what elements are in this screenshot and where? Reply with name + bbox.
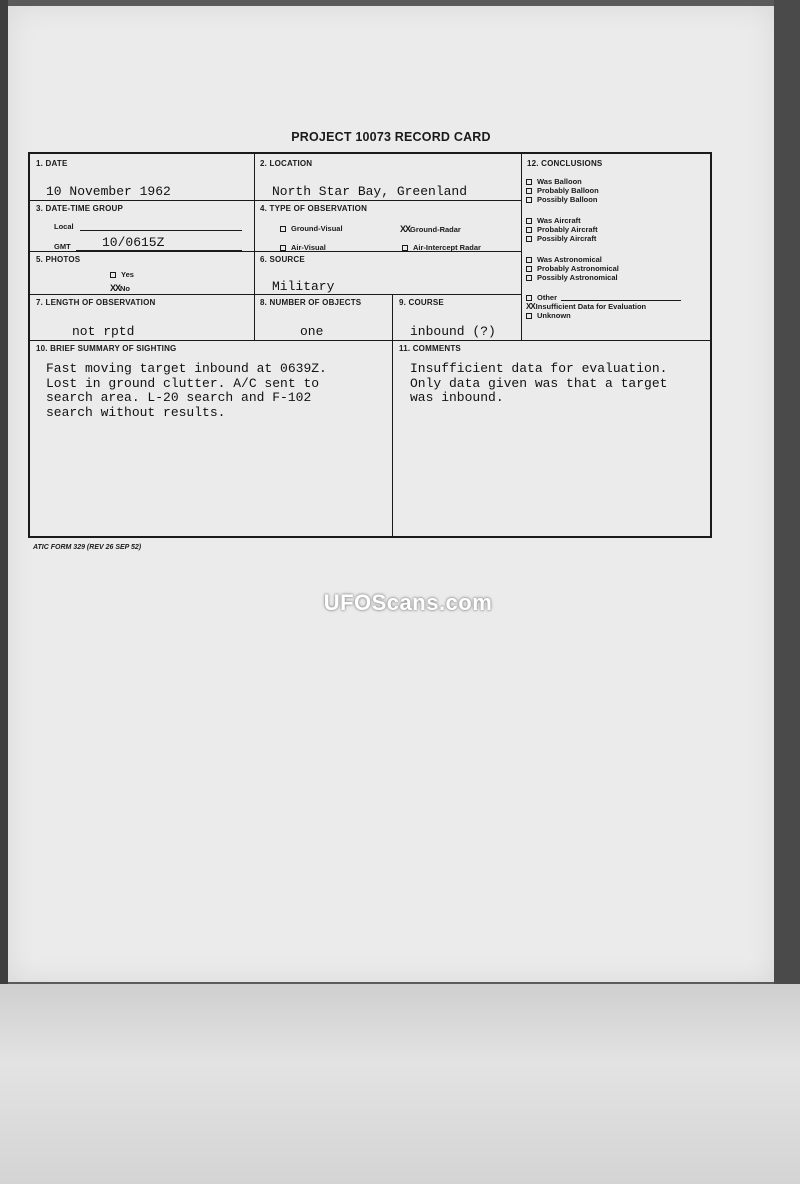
checkbox-icon (526, 295, 532, 301)
conclusion-text: Insufficient Data for Evaluation (535, 302, 647, 311)
grid-line (30, 200, 521, 201)
checkbox-icon (526, 227, 532, 233)
checkbox-icon (280, 245, 286, 251)
source-label: 6. SOURCE (260, 255, 305, 264)
checkbox-icon (402, 245, 408, 251)
checkbox-icon (526, 275, 532, 281)
air-intercept-radar-option (402, 243, 481, 252)
gmt-blank-line (76, 250, 242, 251)
checkbox-icon (526, 257, 532, 263)
course-label: 9. COURSE (399, 298, 444, 307)
form-number: ATIC FORM 329 (REV 26 SEP 52) (33, 544, 142, 551)
grid-line (30, 294, 521, 295)
gmt-label: GMT (54, 242, 71, 251)
conclusion-option (526, 273, 618, 283)
grid-line (521, 154, 522, 340)
photos-no-option (110, 283, 130, 293)
form-title: PROJECT 10073 RECORD CARD (291, 130, 491, 144)
conclusions-label: 12. CONCLUSIONS (527, 159, 603, 168)
checked-mark: XX (110, 283, 121, 293)
length-of-observation-label: 7. LENGTH OF OBSERVATION (36, 298, 156, 307)
checkbox-icon (526, 236, 532, 242)
air-visual-text: Air-Visual (291, 243, 326, 252)
air-intercept-radar-text: Air-Intercept Radar (413, 243, 481, 252)
photos-label: 5. PHOTOS (36, 255, 81, 264)
comments-label: 11. COMMENTS (399, 344, 461, 353)
scan-edge-left (0, 0, 8, 984)
conclusion-text: Possibly Balloon (537, 195, 598, 204)
conclusion-text: Possibly Aircraft (537, 234, 597, 243)
checkbox-icon (526, 197, 532, 203)
location-value: North Star Bay, Greenland (272, 184, 468, 199)
checked-mark: XX (400, 224, 411, 234)
scan-background (0, 984, 800, 1184)
local-blank-line (80, 230, 242, 231)
conclusion-text: Was Balloon (537, 177, 582, 186)
grid-line (392, 294, 393, 536)
conclusion-option (526, 311, 571, 321)
location-label: 2. LOCATION (260, 159, 313, 168)
source-value: Military (272, 279, 335, 294)
summary-text: Fast moving target inbound at 0639Z. Lost in ground clutter. A/C sent to search area. L-20 search and F-102 search without results. (46, 361, 327, 420)
type-of-observation-label: 4. TYPE OF OBSERVATION (260, 204, 368, 213)
scan-edge-right (774, 0, 800, 984)
record-card-page (8, 6, 774, 982)
photos-yes-text: Yes (121, 270, 134, 279)
number-of-objects-value: one (300, 324, 324, 339)
summary-label: 10. BRIEF SUMMARY OF SIGHTING (36, 344, 177, 353)
checkbox-icon (526, 218, 532, 224)
conclusion-text: Other (537, 293, 558, 302)
photos-no-text: No (120, 284, 131, 293)
conclusion-option (526, 234, 596, 244)
conclusion-text: Was Astronomical (537, 255, 602, 264)
grid-line (254, 154, 255, 340)
conclusion-option (526, 195, 597, 205)
watermark-text: UFOScans.com (323, 590, 493, 615)
conclusion-text: Probably Astronomical (537, 264, 619, 273)
ground-visual-option (280, 224, 343, 233)
date-value: 10 November 1962 (46, 184, 171, 199)
checkbox-icon (110, 272, 116, 278)
checkbox-icon (280, 226, 286, 232)
checkbox-icon (526, 188, 532, 194)
date-label: 1. DATE (36, 159, 68, 168)
conclusion-text: Unknown (537, 311, 571, 320)
conclusion-text: Probably Aircraft (537, 225, 598, 234)
air-visual-option (280, 243, 326, 252)
checkbox-icon (526, 313, 532, 319)
checkbox-icon (526, 266, 532, 272)
record-card-grid (28, 152, 712, 538)
number-of-objects-label: 8. NUMBER OF OBJECTS (260, 298, 362, 307)
ground-radar-option (400, 224, 461, 234)
ground-visual-text: Ground-Visual (291, 224, 343, 233)
comments-text: Insufficient data for evaluation. Only data given was that a target was inbound. (410, 361, 668, 405)
photos-yes-option (110, 270, 134, 279)
course-value: inbound (?) (410, 324, 496, 339)
local-label: Local (54, 222, 74, 231)
checked-mark: XX (526, 302, 535, 311)
checkbox-icon (526, 179, 532, 185)
gmt-value: 10/0615Z (102, 235, 165, 250)
ground-radar-text: Ground-Radar (410, 225, 461, 234)
conclusion-text: Was Aircraft (537, 216, 581, 225)
grid-line (30, 340, 710, 341)
other-blank-line (561, 300, 681, 301)
conclusion-text: Possibly Astronomical (537, 273, 618, 282)
date-time-group-label: 3. DATE-TIME GROUP (36, 204, 124, 213)
conclusion-text: Probably Balloon (537, 186, 599, 195)
length-of-observation-value: not rptd (72, 324, 135, 339)
